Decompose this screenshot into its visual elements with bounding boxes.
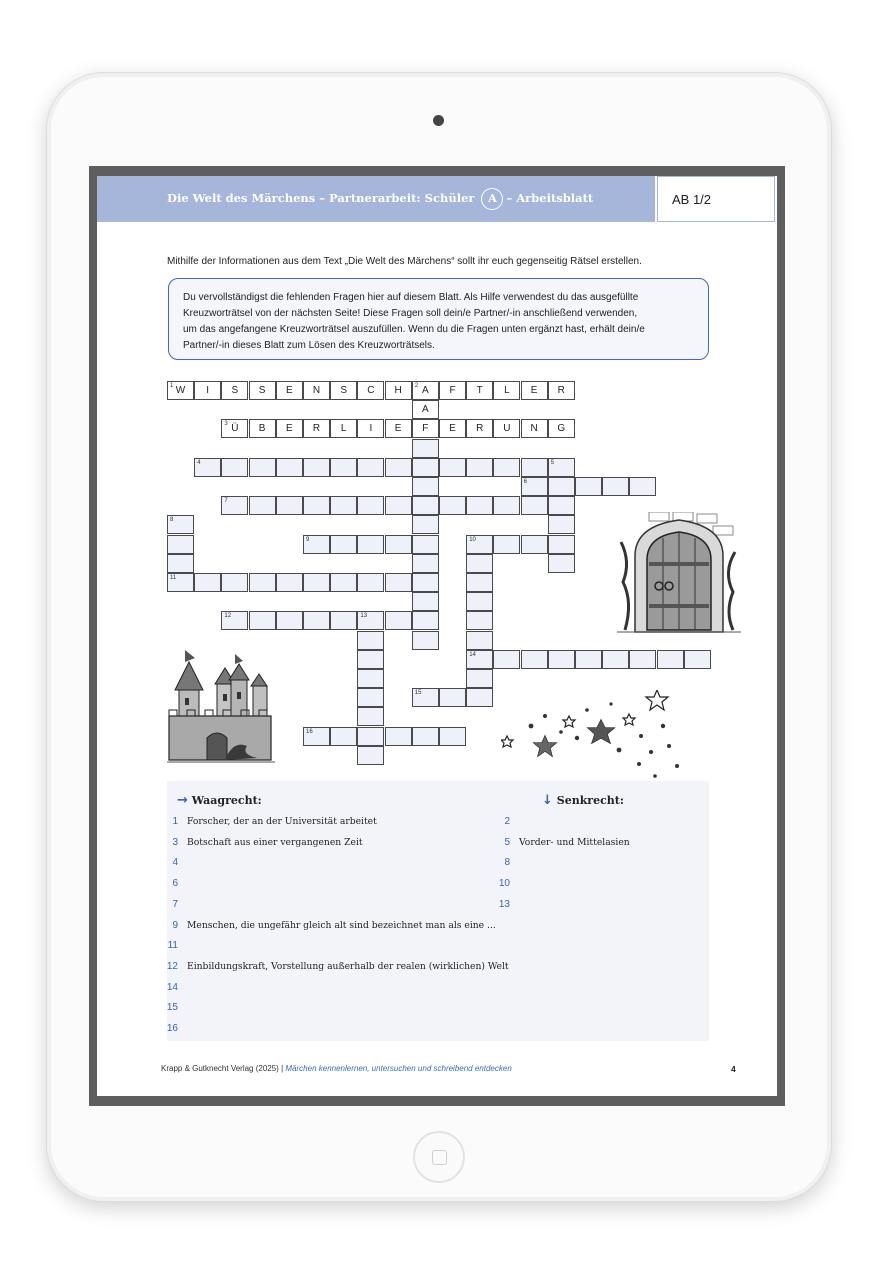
crossword-cell[interactable] (276, 381, 303, 400)
cell-letter: L (504, 385, 510, 396)
crossword-cell[interactable] (167, 515, 194, 534)
cell-letter: E (285, 423, 293, 435)
down-heading-label: Senkrecht: (556, 794, 624, 807)
footer (161, 1064, 741, 1073)
camera-icon (433, 115, 444, 126)
crossword-cell[interactable] (575, 477, 602, 496)
cell-letter: R (312, 423, 321, 435)
clue-number: 16 (166, 1023, 178, 1034)
crossword-cell[interactable] (412, 515, 439, 534)
crossword-cell[interactable] (466, 535, 493, 554)
cell-letter: S (231, 385, 239, 396)
crossword-cell[interactable] (521, 381, 548, 400)
crossword-cell[interactable] (221, 458, 248, 477)
crossword-cell[interactable] (412, 496, 439, 515)
crossword-cell[interactable] (357, 381, 384, 400)
clue-row (494, 899, 519, 910)
cell-letter: R (476, 423, 484, 435)
clue-number: 13 (498, 898, 510, 910)
clue-row (494, 816, 519, 827)
clue-number: 9 (172, 919, 178, 931)
clue-number: 12 (166, 960, 178, 972)
clue-row (162, 920, 496, 931)
cell-number: 5 (550, 459, 555, 466)
cell-number: 9 (306, 536, 310, 543)
crossword-cell[interactable] (303, 381, 330, 400)
clue-number: 10 (498, 878, 510, 890)
crossword-cell[interactable] (493, 496, 520, 515)
clue-number: 5 (504, 836, 510, 848)
crossword-cell[interactable] (357, 573, 384, 592)
cell-letter: I (206, 385, 210, 396)
crossword-cell[interactable] (303, 611, 330, 630)
across-heading-label: Waagrecht: (191, 794, 262, 807)
crossword-cell[interactable] (521, 477, 548, 496)
clue-number: 14 (166, 981, 178, 993)
cell-letter: N (312, 385, 321, 396)
crossword-cell[interactable] (221, 573, 248, 592)
crossword-cell[interactable] (439, 688, 466, 707)
crossword-cell[interactable] (249, 381, 276, 400)
crossword-cell[interactable] (330, 458, 357, 477)
cell-number: 6 (523, 479, 527, 485)
arrow-down-icon: ↓ (542, 793, 553, 808)
crossword-cell[interactable] (412, 554, 439, 573)
crossword-cell[interactable] (357, 688, 384, 707)
clue-text: Menschen, die ungefähr gleich alt sind bezeichnet man als eine ... (187, 919, 496, 931)
crossword-cell[interactable] (466, 650, 493, 669)
crossword-cell[interactable] (330, 535, 357, 554)
crossword-cell[interactable] (493, 381, 520, 400)
crossword-cell[interactable] (276, 573, 303, 592)
down-heading (542, 793, 624, 808)
crossword-cell[interactable] (167, 535, 194, 554)
crossword-cell[interactable] (466, 631, 493, 650)
page-number: 4 (731, 1064, 736, 1074)
crossword-cell[interactable] (439, 381, 466, 400)
cell-number: 11 (170, 575, 177, 581)
crossword-cell[interactable] (167, 573, 194, 592)
clue-row (162, 816, 377, 827)
cell-letter: E (285, 385, 293, 396)
clue-row (494, 857, 519, 868)
crossword-cell[interactable] (466, 458, 493, 477)
crossword-cell[interactable] (194, 381, 221, 400)
crossword-cell[interactable] (493, 650, 520, 669)
crossword-cell[interactable] (330, 381, 357, 400)
crossword-cell[interactable] (493, 535, 520, 554)
crossword-cell[interactable] (493, 458, 520, 477)
crossword-cell[interactable] (357, 631, 384, 650)
cell-number: 4 (197, 459, 201, 466)
crossword-cell[interactable] (412, 535, 439, 554)
door-illustration (617, 512, 741, 636)
crossword-cell[interactable] (548, 650, 575, 669)
footer-book-title: Märchen kennenlernen, untersuchen und schreibend entdecken (285, 1064, 512, 1073)
crossword-cell[interactable] (521, 535, 548, 554)
crossword-cell[interactable] (466, 592, 493, 611)
crossword-cell[interactable] (521, 419, 548, 438)
crossword-cell[interactable] (385, 535, 412, 554)
crossword-cell[interactable] (439, 419, 466, 438)
clue-row (494, 837, 630, 848)
crossword-cell[interactable] (385, 496, 412, 515)
crossword-cell[interactable] (357, 496, 384, 515)
clue-row (162, 1023, 187, 1034)
cell-number: 3 (224, 421, 228, 428)
cell-letter: E (530, 385, 538, 396)
crossword-cell[interactable] (330, 611, 357, 630)
crossword-cell[interactable] (521, 496, 548, 515)
tablet-screen (89, 166, 785, 1106)
crossword-cell[interactable] (439, 727, 466, 746)
crossword-cell[interactable] (385, 381, 412, 400)
home-square-icon (432, 1150, 447, 1165)
cell-letter: F (422, 423, 429, 435)
cell-letter: T (476, 385, 483, 396)
footer-publisher: Krapp & Gutknecht Verlag (2025) | (161, 1064, 284, 1073)
crossword-cell[interactable] (385, 727, 412, 746)
crossword-cell[interactable] (303, 573, 330, 592)
cell-letter: H (394, 385, 402, 396)
crossword-cell[interactable] (221, 381, 248, 400)
crossword-cell[interactable] (249, 496, 276, 515)
cell-letter: S (258, 385, 266, 396)
cell-letter: G (557, 423, 566, 435)
clue-number: 4 (172, 857, 178, 869)
cell-number: 14 (469, 651, 476, 658)
cell-number: 10 (469, 536, 476, 543)
crossword-cell[interactable] (357, 419, 384, 438)
crossword-cell[interactable] (548, 496, 575, 515)
crossword-cell[interactable] (249, 611, 276, 630)
crossword-cell[interactable] (412, 611, 439, 630)
intro-text: Mithilfe der Informationen aus dem Text „Die Welt des Märchens“ sollt ihr euch gegenseitig Rätsel erstellen. (167, 256, 642, 267)
crossword-cell[interactable] (548, 554, 575, 573)
clue-text: Vorder- und Mittelasien (519, 836, 630, 848)
clue-text: Einbildungskraft, Vorstellung außerhalb der realen (wirklichen) Welt (187, 960, 509, 972)
cell-letter: W (175, 385, 186, 396)
crossword-cell[interactable] (221, 419, 248, 438)
instruction-line-1: Du vervollständigst die fehlenden Fragen hier auf diesem Blatt. Als Hilfe verwendest du das ausgefüllte (183, 292, 639, 303)
castle-illustration (167, 650, 277, 764)
crossword-cell[interactable] (629, 650, 656, 669)
crossword-cell[interactable] (466, 419, 493, 438)
crossword-cell[interactable] (357, 535, 384, 554)
instruction-line-3: um das angefangene Kreuzworträtsel auszufüllen. Wenn du die Fragen unten ergänzt hast, erhält dein/e (183, 324, 645, 335)
crossword-cell[interactable] (385, 419, 412, 438)
cell-letter: R (557, 385, 565, 396)
crossword-cell[interactable] (194, 458, 221, 477)
cell-number: 7 (224, 498, 228, 505)
clue-number: 15 (166, 1002, 178, 1014)
clue-number: 7 (172, 898, 178, 910)
clue-row (162, 837, 363, 848)
cell-letter: A (421, 404, 429, 416)
cell-letter: L (340, 423, 347, 435)
crossword-cell[interactable] (548, 515, 575, 534)
header-title-part2: – Arbeitsblatt (506, 191, 594, 205)
crossword-cell[interactable] (303, 535, 330, 554)
crossword-cell[interactable] (412, 400, 439, 419)
cell-number: 8 (170, 517, 174, 524)
worksheet-badge: AB 1/2 (657, 176, 775, 222)
crossword-cell[interactable] (357, 727, 384, 746)
crossword-cell[interactable] (412, 573, 439, 592)
crossword-cell[interactable] (466, 554, 493, 573)
crossword-cell[interactable] (548, 381, 575, 400)
clue-row (162, 878, 187, 889)
crossword-cell[interactable] (357, 707, 384, 726)
crossword-cell[interactable] (385, 458, 412, 477)
crossword-cell[interactable] (249, 419, 276, 438)
crossword-cell[interactable] (385, 573, 412, 592)
cell-letter: F (449, 385, 456, 396)
clue-number: 8 (504, 857, 510, 869)
crossword-cell[interactable] (249, 458, 276, 477)
crossword-cell[interactable] (303, 496, 330, 515)
crossword-cell[interactable] (357, 746, 384, 765)
crossword-cell[interactable] (412, 458, 439, 477)
cell-letter: E (449, 423, 456, 435)
crossword-cell[interactable] (167, 381, 194, 400)
crossword-cell[interactable] (357, 458, 384, 477)
cell-letter: N (530, 423, 538, 435)
crossword-cell[interactable] (548, 419, 575, 438)
crossword-cell[interactable] (412, 727, 439, 746)
crossword-cell[interactable] (548, 535, 575, 554)
cell-number: 16 (306, 728, 313, 735)
crossword-cell[interactable] (466, 496, 493, 515)
cell-number: 1 (170, 383, 174, 389)
crossword-cell[interactable] (493, 419, 520, 438)
crossword-cell[interactable] (221, 496, 248, 515)
cell-letter: B (258, 423, 266, 435)
clue-row (162, 940, 187, 951)
clue-row (162, 857, 187, 868)
clue-row (162, 982, 187, 993)
clue-row (162, 899, 187, 910)
crossword-cell[interactable] (439, 458, 466, 477)
crossword-cell[interactable] (602, 477, 629, 496)
crossword-cell[interactable] (412, 592, 439, 611)
crossword-cell[interactable] (466, 611, 493, 630)
crossword-cell[interactable] (330, 727, 357, 746)
crossword-cell[interactable] (276, 458, 303, 477)
header-title-part1: Die Welt des Märchens – Partnerarbeit: Schüler (167, 191, 475, 205)
crossword-cell[interactable] (357, 669, 384, 688)
crossword-cell[interactable] (276, 419, 303, 438)
crossword-cell[interactable] (303, 458, 330, 477)
crossword-cell[interactable] (412, 439, 439, 458)
crossword-cell[interactable] (357, 611, 384, 630)
crossword-cell[interactable] (466, 669, 493, 688)
crossword-cell[interactable] (194, 573, 221, 592)
crossword-cell[interactable] (439, 496, 466, 515)
crossword-cell[interactable] (466, 381, 493, 400)
clue-number: 6 (172, 878, 178, 890)
clue-area (167, 781, 709, 1041)
cell-letter: C (367, 385, 375, 396)
crossword-cell[interactable] (548, 458, 575, 477)
cell-letter: I (369, 423, 373, 435)
crossword-cell[interactable] (330, 419, 357, 438)
crossword-cell[interactable] (303, 727, 330, 746)
cell-letter: U (503, 423, 511, 435)
home-button[interactable] (413, 1131, 465, 1183)
clue-number: 1 (172, 816, 178, 827)
clue-row (162, 961, 509, 972)
cell-letter: S (340, 385, 348, 396)
cell-number: 12 (224, 613, 232, 620)
crossword-cell[interactable] (629, 477, 656, 496)
crossword-cell[interactable] (221, 611, 248, 630)
crossword-cell[interactable] (548, 477, 575, 496)
cell-letter: Ü (231, 423, 239, 435)
crossword-cell[interactable] (521, 650, 548, 669)
crossword-cell[interactable] (385, 611, 412, 630)
crossword-cell[interactable] (412, 631, 439, 650)
crossword-cell[interactable] (412, 688, 439, 707)
crossword-cell[interactable] (249, 573, 276, 592)
cell-number: 2 (414, 383, 419, 389)
crossword-cell[interactable] (521, 458, 548, 477)
clue-row (162, 1002, 187, 1013)
clue-text: Forscher, der an der Universität arbeitet (187, 816, 377, 827)
clue-text: Botschaft aus einer vergangenen Zeit (187, 836, 363, 848)
crossword-cell[interactable] (684, 650, 711, 669)
instruction-line-2: Kreuzworträtsel von der nächsten Seite! Diese Fragen soll dein/e Partner/-in anschließend verwenden, (183, 308, 638, 319)
clue-number: 11 (167, 940, 178, 952)
crossword-cell[interactable] (303, 419, 330, 438)
crossword-cell[interactable] (167, 554, 194, 573)
crossword-cell[interactable] (330, 573, 357, 592)
crossword-cell[interactable] (466, 573, 493, 592)
cell-number: 15 (414, 690, 422, 697)
crossword-cell[interactable] (412, 419, 439, 438)
crossword-cell[interactable] (575, 650, 602, 669)
cell-letter: A (421, 385, 429, 396)
cell-number: 13 (360, 613, 368, 620)
arrow-right-icon: → (177, 793, 188, 808)
across-heading (177, 793, 262, 808)
clue-number: 3 (172, 836, 178, 848)
crossword-cell[interactable] (276, 496, 303, 515)
student-letter-circle: A (481, 188, 503, 210)
crossword-cell[interactable] (412, 477, 439, 496)
instruction-line-4: Partner/-in dieses Blatt zum Lösen des Kreuzworträtsels. (183, 340, 435, 351)
crossword-cell[interactable] (330, 496, 357, 515)
clue-row (494, 878, 519, 889)
crossword-cell[interactable] (466, 688, 493, 707)
crossword-cell[interactable] (276, 611, 303, 630)
worksheet-page (97, 176, 777, 1096)
crossword-cell[interactable] (602, 650, 629, 669)
crossword-cell[interactable] (357, 650, 384, 669)
crossword-cell[interactable] (412, 381, 439, 400)
clue-number: 2 (504, 816, 510, 827)
crossword-cell[interactable] (657, 650, 684, 669)
cell-letter: E (394, 423, 402, 435)
